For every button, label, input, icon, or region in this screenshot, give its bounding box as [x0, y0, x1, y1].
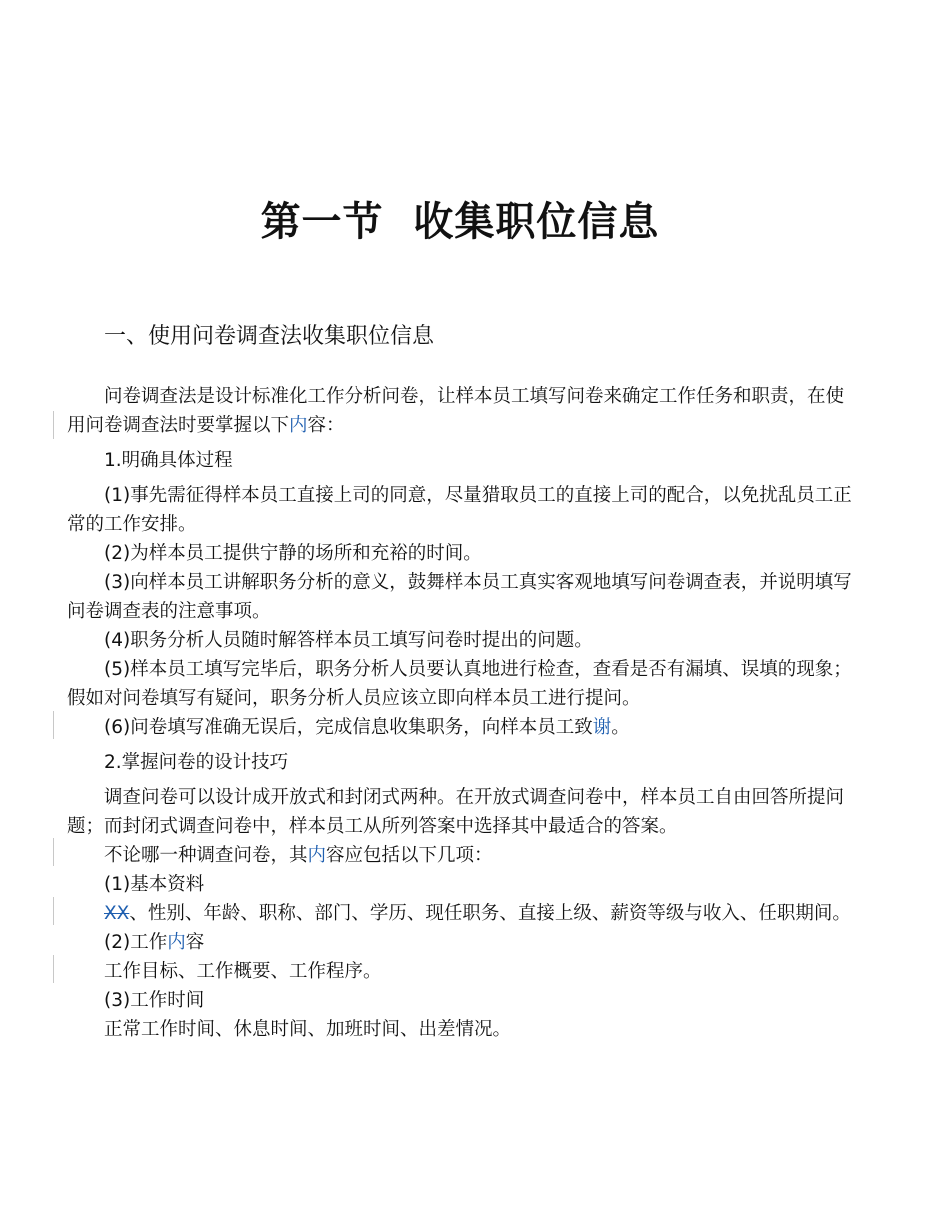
- document-body: [67, 382, 857, 1044]
- revision-bar: [53, 711, 54, 739]
- revision-mark: 内: [307, 845, 327, 866]
- intro-text-end: 容：: [307, 415, 345, 436]
- work-text: 工作目标、工作概要、工作程序。: [104, 961, 382, 982]
- work-heading-text: (2)工作: [104, 932, 168, 953]
- revision-bar: [53, 897, 54, 925]
- list-item: [67, 713, 857, 742]
- revision-bar: [53, 955, 54, 983]
- work-heading: [67, 928, 857, 957]
- part2-intro: [67, 841, 857, 870]
- page-title: 第一节 收集职位信息: [260, 199, 660, 245]
- list-item-text-end: 。: [611, 717, 630, 738]
- basic-heading: (1)基本资料: [104, 874, 205, 895]
- revision-mark: XX: [104, 903, 130, 924]
- part2-heading: 2.掌握问卷的设计技巧: [104, 752, 289, 773]
- list-item: (5)样本员工填写完毕后，职务分析人员要认真地进行检查，查看是否有漏填、误填的现象；假如对问卷填写有疑问，职务分析人员应该立即向样本员工进行提问。: [67, 659, 852, 709]
- time-text: 正常工作时间、休息时间、加班时间、出差情况。: [104, 1019, 512, 1040]
- part2-intro-text: 不论哪一种调查问卷，其: [104, 845, 308, 866]
- list-item: (2)为样本员工提供宁静的场所和充裕的时间。: [104, 543, 482, 564]
- basic-text-content: 、性别、年龄、职称、部门、学历、现任职务、直接上级、薪资等级与收入、任职期间。: [129, 903, 851, 924]
- intro-paragraph: [67, 382, 857, 440]
- part2-intro-text-end: 容应包括以下几项：: [326, 845, 493, 866]
- intro-text: 问卷调查法是设计标准化工作分析问卷，让样本员工填写问卷来确定工作任务和职责，在使用问卷调查法时要掌握以下: [67, 386, 845, 436]
- list-item-text: (6)问卷填写准确无误后，完成信息收集职务，向样本员工致: [104, 717, 593, 738]
- revision-bar: [53, 411, 54, 439]
- revision-mark: 谢: [592, 717, 612, 738]
- part1-heading: 1.明确具体过程: [104, 450, 233, 471]
- time-heading: (3)工作时间: [104, 990, 205, 1011]
- part2-paragraph: 调查问卷可以设计成开放式和封闭式两种。在开放式调查问卷中，样本员工自由回答所提问题；而封闭式调查问卷中，样本员工从所列答案中选择其中最适合的答案。: [67, 787, 845, 837]
- section-heading: 一、使用问卷调查法收集职位信息: [104, 324, 435, 349]
- revision-bar: [53, 838, 54, 866]
- list-item: (1)事先需征得样本员工直接上司的同意，尽量猎取员工的直接上司的配合，以免扰乱员工正常的工作安排。: [67, 485, 852, 535]
- revision-mark: 内: [289, 415, 308, 436]
- list-item: (4)职务分析人员随时解答样本员工填写问卷时提出的问题。: [104, 630, 593, 651]
- revision-mark: 内: [167, 932, 186, 953]
- work-heading-text-end: 容: [185, 932, 205, 953]
- basic-text: [67, 899, 857, 928]
- list-item: (3)向样本员工讲解职务分析的意义，鼓舞样本员工真实客观地填写问卷调查表，并说明填写问卷调查表的注意事项。: [67, 572, 852, 622]
